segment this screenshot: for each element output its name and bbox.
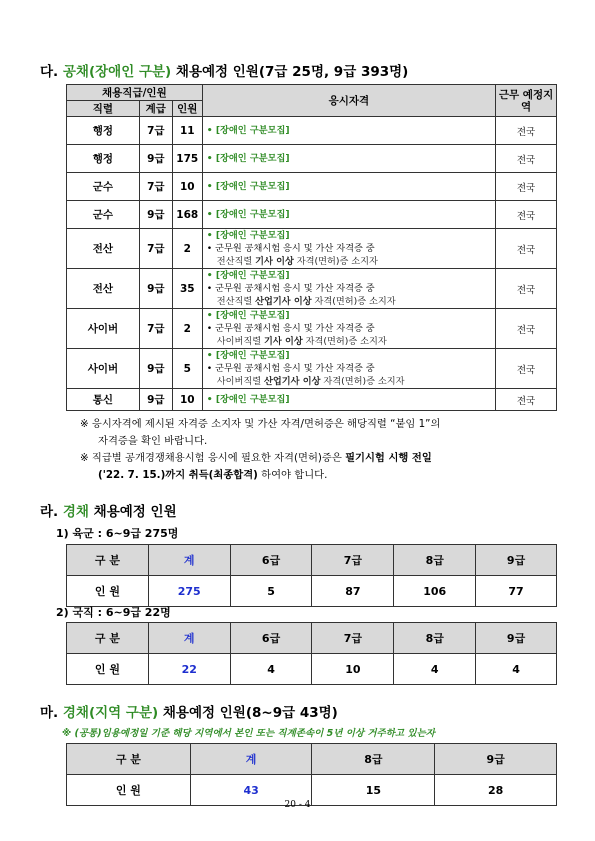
- cell-count: 168: [172, 201, 202, 229]
- cell-grade: 9급: [139, 389, 172, 411]
- cell-grade: 7급: [139, 117, 172, 145]
- army-title: 1) 육군 : 6~9급 275명: [56, 527, 179, 540]
- qual-line-3: 전산직렬 기사 이상 자격(면허)증 소지자: [216, 256, 378, 267]
- cell-qual: • [장애인 구분모집]: [206, 181, 290, 192]
- army-cell: 106: [394, 576, 476, 607]
- table-row: [67, 229, 557, 269]
- civ-header: 구 분: [67, 623, 149, 654]
- header-jikryeol: 직렬: [67, 101, 140, 117]
- region-cell: 15: [312, 775, 435, 806]
- cell-jik: 사이버: [67, 349, 140, 389]
- header-location: 근무 예정지역: [496, 85, 557, 117]
- cell-loc: 전국: [496, 173, 557, 201]
- cell-jik: 사이버: [67, 309, 140, 349]
- army-table: [66, 544, 557, 607]
- qual-line-3: 전산직렬 산업기사 이상 자격(면허)증 소지자: [216, 296, 396, 307]
- army-header: 9급: [476, 545, 557, 576]
- region-total: 43: [190, 775, 312, 806]
- cell-grade: 9급: [139, 269, 172, 309]
- table-row: [67, 309, 557, 349]
- note-1: ※ 응시자격에 제시된 자격증 소지자 및 가산 자격/면허증은 해당직렬 “붙임 1”의 자격증을 확인 바랍니다.: [80, 418, 441, 447]
- table-row: [67, 389, 557, 411]
- cell-jik: 전산: [67, 269, 140, 309]
- qual-line-1: • [장애인 구분모집]: [206, 350, 290, 361]
- table-row: [67, 349, 557, 389]
- cell-count: 2: [172, 309, 202, 349]
- section-prefix: 다.: [40, 64, 63, 80]
- civ-cell: 10: [312, 654, 394, 685]
- cell-grade: 9급: [139, 145, 172, 173]
- header-group: 채용직급/인원: [67, 85, 203, 101]
- army-total: 275: [148, 576, 230, 607]
- page-number: 20 - 4: [284, 800, 311, 810]
- cell-loc: 전국: [496, 349, 557, 389]
- qual-line-2: • 군무원 공채시험 응시 및 가산 자격증 중: [206, 243, 375, 254]
- section-ma-title: 마. 경채(지역 구분) 채용예정 인원(8~9급 43명): [40, 705, 338, 721]
- qual-line-1: • [장애인 구분모집]: [206, 270, 290, 281]
- region-header: 9급: [435, 744, 557, 775]
- cell-jik: 전산: [67, 229, 140, 269]
- army-header: 7급: [312, 545, 394, 576]
- army-header: 구 분: [67, 545, 149, 576]
- region-header: 구 분: [67, 744, 191, 775]
- civ-title: 2) 국직 : 6~9급 22명: [56, 606, 171, 619]
- cell-count: 175: [172, 145, 202, 173]
- section-highlight: 공채(장애인 구분): [62, 64, 172, 80]
- army-cell: 77: [476, 576, 557, 607]
- cell-grade: 9급: [139, 201, 172, 229]
- civ-header: 9급: [476, 623, 557, 654]
- army-header: 8급: [394, 545, 476, 576]
- section-rest: 채용예정 인원(7급 25명, 9급 393명): [171, 64, 409, 80]
- civ-header: 8급: [394, 623, 476, 654]
- table-row: [67, 117, 557, 145]
- cell-qual: • [장애인 구분모집]: [206, 125, 290, 136]
- cell-loc: 전국: [496, 201, 557, 229]
- qual-line-2: • 군무원 공채시험 응시 및 가산 자격증 중: [206, 283, 375, 294]
- note-2: ※ 직급별 공개경쟁채용시험 응시에 필요한 자격(면허)증은 필기시험 시행 전일 ('22. 7. 15.)까지 취득(최종합격) 하여야 합니다.: [80, 452, 432, 481]
- section-da-title: [40, 60, 408, 80]
- region-cell: 인 원: [67, 775, 191, 806]
- table-row: [67, 173, 557, 201]
- civ-cell: 4: [230, 654, 312, 685]
- civ-header-total: 계: [148, 623, 230, 654]
- disabled-recruit-table: [66, 84, 557, 411]
- civ-header: 7급: [312, 623, 394, 654]
- region-note: ※ (공통)임용예정일 기준 해당 지역에서 본인 또는 직계존속이 5년 이상 거주하고 있는자: [62, 728, 435, 739]
- cell-jik: 행정: [67, 145, 140, 173]
- cell-loc: 전국: [496, 309, 557, 349]
- header-grade: 계급: [139, 101, 172, 117]
- army-cell: 87: [312, 576, 394, 607]
- cell-qual: • [장애인 구분모집]: [206, 153, 290, 164]
- army-header-total: 계: [148, 545, 230, 576]
- civ-cell: 인 원: [67, 654, 149, 685]
- cell-loc: 전국: [496, 145, 557, 173]
- civ-cell: 4: [476, 654, 557, 685]
- cell-count: 35: [172, 269, 202, 309]
- qual-line-1: • [장애인 구분모집]: [206, 230, 290, 241]
- region-header-total: 계: [190, 744, 312, 775]
- cell-count: 10: [172, 173, 202, 201]
- civ-cell: 4: [394, 654, 476, 685]
- region-table: [66, 743, 557, 806]
- qual-line-2: • 군무원 공채시험 응시 및 가산 자격증 중: [206, 323, 375, 334]
- cell-loc: 전국: [496, 117, 557, 145]
- cell-jik: 통신: [67, 389, 140, 411]
- army-cell: 5: [230, 576, 312, 607]
- cell-jik: 행정: [67, 117, 140, 145]
- cell-count: 10: [172, 389, 202, 411]
- qual-line-3: 사이버직렬 산업기사 이상 자격(면허)증 소지자: [216, 376, 405, 387]
- cell-grade: 7급: [139, 173, 172, 201]
- header-count: 인원: [172, 101, 202, 117]
- cell-grade: 7급: [139, 309, 172, 349]
- cell-count: 2: [172, 229, 202, 269]
- table-row: [67, 201, 557, 229]
- cell-loc: 전국: [496, 269, 557, 309]
- cell-jik: 군수: [67, 173, 140, 201]
- army-cell: 인 원: [67, 576, 149, 607]
- cell-grade: 7급: [139, 229, 172, 269]
- cell-grade: 9급: [139, 349, 172, 389]
- cell-loc: 전국: [496, 229, 557, 269]
- cell-count: 11: [172, 117, 202, 145]
- cell-qual: • [장애인 구분모집]: [206, 209, 290, 220]
- civ-total: 22: [148, 654, 230, 685]
- civ-table: [66, 622, 557, 685]
- cell-count: 5: [172, 349, 202, 389]
- civ-header: 6급: [230, 623, 312, 654]
- army-header: 6급: [230, 545, 312, 576]
- section-ra-title: 라. 경채 채용예정 인원: [40, 504, 177, 520]
- table-row: [67, 269, 557, 309]
- qual-line-1: • [장애인 구분모집]: [206, 310, 290, 321]
- table-row: [67, 145, 557, 173]
- qual-line-2: • 군무원 공채시험 응시 및 가산 자격증 중: [206, 363, 375, 374]
- cell-jik: 군수: [67, 201, 140, 229]
- region-cell: 28: [435, 775, 557, 806]
- qual-line-3: 사이버직렬 기사 이상 자격(면허)증 소지자: [216, 336, 387, 347]
- cell-qual: • [장애인 구분모집]: [206, 394, 290, 405]
- region-header: 8급: [312, 744, 435, 775]
- cell-loc: 전국: [496, 389, 557, 411]
- header-qualification: 응시자격: [202, 85, 495, 117]
